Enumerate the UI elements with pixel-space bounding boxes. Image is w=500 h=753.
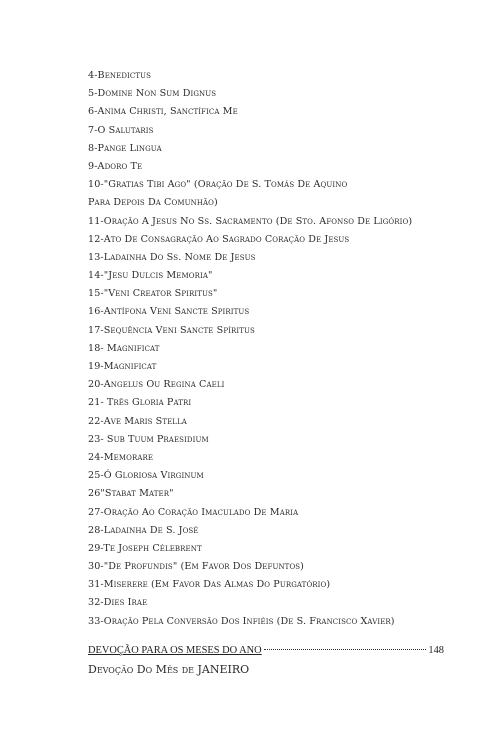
subsection-month: JANEIRO [197,663,250,676]
dot-leader [264,649,427,650]
toc-entry[interactable]: 20-Angelus Ou Regina Caeli [88,379,225,391]
toc-entry[interactable]: 28-Ladainha De S. José [88,524,199,536]
toc-entry[interactable]: 9-Adoro Te [88,160,143,172]
toc-entry[interactable]: 29-Te Joseph Célebrent [88,542,202,554]
toc-entry[interactable]: 15-"Veni Creator Spiritus" [88,288,218,300]
toc-entry[interactable]: 32-Dies Irae [88,597,148,609]
toc-entry[interactable]: 7-O Salutaris [88,124,154,136]
toc-entry[interactable]: Para Depois Da Comunhão) [88,197,218,209]
toc-entry[interactable]: 10-"Gratias Tibi Ago" (Oração De S. Tomás De Aquino [88,179,348,191]
toc-entry[interactable]: 14-"Jesu Dulcis Memoria" [88,270,213,282]
toc-entry[interactable]: 31-Miserere (Em Favor Das Almas Do Purgatório) [88,579,331,591]
section-title[interactable]: DEVOÇÃO PARA OS MESES DO ANO [88,645,262,656]
toc-entry[interactable]: 19-Magnificat [88,361,157,372]
toc-entry[interactable]: 16-Antífona Veni Sancte Spiritus [88,306,250,318]
toc-entry[interactable]: 25-Ó Gloriosa Virginum [88,470,204,482]
section-page-number: 148 [428,645,444,656]
toc-entry[interactable]: 11-Oração A Jesus No Ss. Sacramento (De Sto. Afonso De Ligório) [88,215,413,227]
toc-entry[interactable]: 8-Pange Lingua [88,142,162,154]
toc-entry[interactable]: 33-Oração Pela Conversão Dos Infiéis (De S. Francisco Xavier) [88,615,395,627]
toc-entry[interactable]: 13-Ladainha Do Ss. Nome De Jesus [88,251,256,263]
toc-section-entry[interactable] [88,642,444,660]
toc-entry[interactable]: 21- Três Gloria Patri [88,397,192,409]
toc-entry[interactable]: 30-"De Profundis" (Em Favor Dos Defuntos) [88,561,305,573]
toc-entry[interactable]: 4-Benedictus [88,70,152,81]
toc-entry[interactable]: 23- Sub Tuum Praesidium [88,433,209,445]
toc-entry[interactable]: 17-Sequência Veni Sancte Spíritus [88,324,255,336]
toc-subsection-entry[interactable] [88,661,249,679]
toc-entry[interactable]: 5-Domine Non Sum Dignus [88,88,217,100]
table-of-contents [88,67,438,631]
toc-entry[interactable]: 18- Magnificat [88,342,160,354]
toc-entry[interactable]: 22-Ave Maris Stella [88,415,187,427]
toc-entry[interactable]: 26"Stabat Mater" [88,488,174,500]
toc-entry[interactable]: 6-Anima Christi, Sanctífica Me [88,106,238,118]
toc-entry[interactable]: 12-Ato De Consagração Ao Sagrado Coração De Jesus [88,233,350,245]
toc-entry[interactable]: 24-Memorare [88,451,154,463]
toc-entry[interactable]: 27-Oração Ao Coração Imaculado De Maria [88,506,299,518]
subsection-label: Devoção Do Mês de [88,663,198,676]
